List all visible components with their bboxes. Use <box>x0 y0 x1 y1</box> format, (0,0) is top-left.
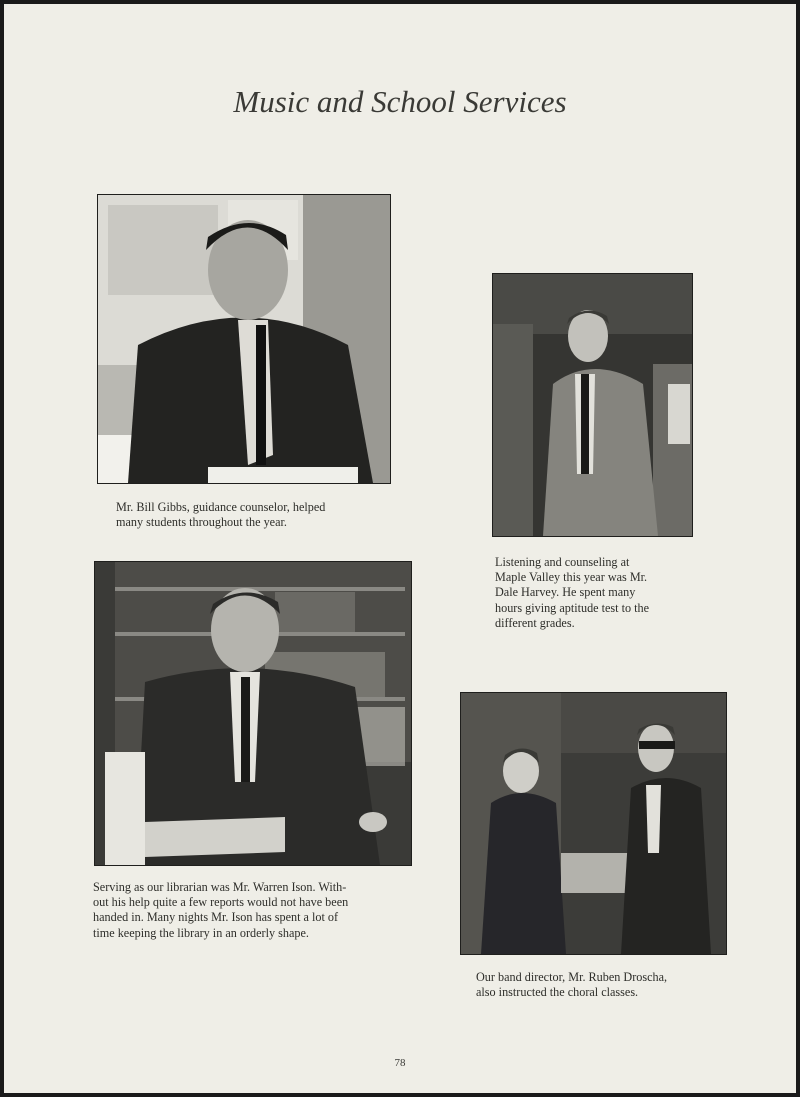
caption-line: different grades. <box>495 615 575 630</box>
caption-line: many students throughout the year. <box>116 515 287 530</box>
caption-dale-harvey <box>495 555 649 631</box>
caption-warren-ison <box>93 880 348 941</box>
page-number: 78 <box>394 1057 406 1069</box>
caption-line: Listening and counseling at <box>495 555 630 569</box>
caption-line: hours giving aptitude test to the <box>495 600 650 615</box>
photo-dale-harvey <box>492 273 693 537</box>
caption-line: out his help quite a few reports would not have been <box>93 895 349 910</box>
caption-line: Our band director, Mr. Ruben Droscha, <box>476 970 668 984</box>
caption-line: handed in. Many nights Mr. Ison has spent a lot of <box>93 910 339 925</box>
photo-ruben-droscha <box>460 692 727 955</box>
caption-line: Serving as our librarian was Mr. Warren Ison. With- <box>93 880 347 894</box>
caption-line: Mr. Bill Gibbs, guidance counselor, helped <box>116 500 326 514</box>
photo-bill-gibbs <box>97 194 391 484</box>
caption-line: Maple Valley this year was Mr. <box>495 570 648 585</box>
caption-line: Dale Harvey. He spent many <box>495 585 636 600</box>
page-title: Music and School Services <box>233 84 567 119</box>
caption-bill-gibbs <box>116 500 325 530</box>
photo-warren-ison <box>94 561 412 866</box>
caption-line: time keeping the library in an orderly shape. <box>93 925 309 940</box>
caption-line: also instructed the choral classes. <box>476 985 639 1000</box>
caption-ruben-droscha <box>476 970 667 1000</box>
